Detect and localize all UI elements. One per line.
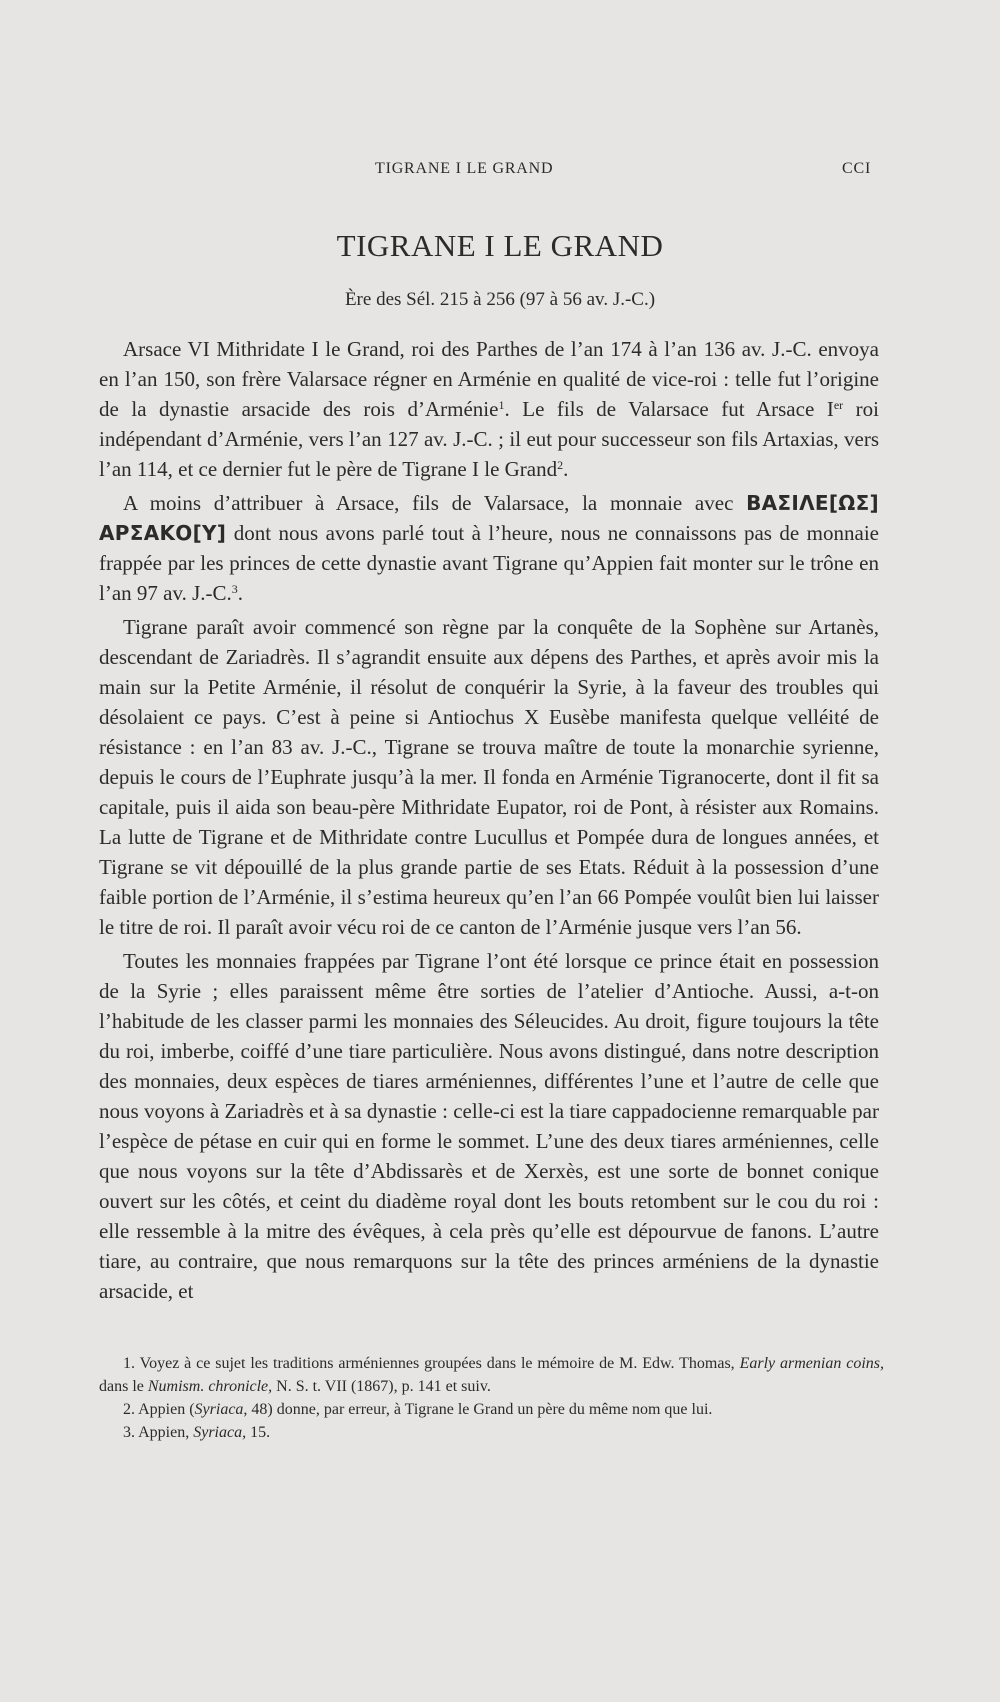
footnote-2-text-a: 2. Appien ( xyxy=(123,1401,195,1418)
footnote-3-text-b: 15. xyxy=(246,1424,271,1441)
paragraph-1-text-d: . xyxy=(563,457,569,481)
running-header xyxy=(0,158,1000,182)
footnote-1-text-c: N. S. t. VII (1867), p. 141 et suiv. xyxy=(272,1378,491,1395)
page-number: CCI xyxy=(842,160,872,177)
paragraph-2-text-b: dont nous avons parlé tout à l’heure, nous ne connaissons pas de monnaie frappée par les princes de cette dynastie avant Tigrane qu’Appien fait monter sur le trône en l’an 97 av. J.-C. xyxy=(99,521,879,605)
footnote-3-text-a: 3. Appien, xyxy=(123,1424,194,1441)
running-title: TIGRANE I LE GRAND xyxy=(375,160,554,177)
footnote-ref-1: 1 xyxy=(498,398,505,412)
paragraph-2-text-a: A moins d’attribuer à Arsace, fils de Valarsace, la monnaie avec xyxy=(123,491,747,515)
greek-legend: ΒΑΣΙΛΕ[ΩΣ] ΑΡΣΑΚΟ[Υ] xyxy=(99,491,879,545)
footnote-1-title-a: Early armenian coins, xyxy=(739,1355,884,1372)
paragraph-3: Tigrane paraît avoir commencé son règne par la conquête de la Sophène sur Artanès, descendant de Zariadrès. Il s’agrandit ensuite aux dépens des Parthes, et après avoir mis la main sur la Petite Arménie, il résolut de conquérir la Syrie, à la faveur des troubles qui désolaient ce pays. C’est à peine si Antiochus X Eusèbe manifesta quelque velléité de résistance : en l’an 83 av. J.-C., Tigrane se trouva maître de toute la monarchie syrienne, depuis le cours de l’Euphrate jusqu’à la mer. Il fonda en Arménie Tigranocerte, dont il fit sa capitale, puis il aida son beau-père Mithridate Eupator, roi de Pont, à résister aux Romains. La lutte de Tigrane et de Mithridate contre Lucullus et Pompée dura de longues années, et Tigrane se vit dépouillé de la plus grande partie de ses Etats. Réduit à la possession d’une faible portion de l’Arménie, il s’estima heureux qu’en l’an 66 Pompée voulût bien lui laisser le titre de roi. Il paraît avoir vécu roi de ce canton de l’Arménie jusque vers l’an 56. xyxy=(99,615,879,939)
footnotes xyxy=(99,1352,884,1444)
chapter-title: TIGRANE I LE GRAND xyxy=(336,228,664,263)
footnote-2-text-b: 48) donne, par erreur, à Tigrane le Grand un père du même nom que lui. xyxy=(247,1401,713,1418)
footnote-1-title-b: Numism. chronicle, xyxy=(147,1378,273,1395)
footnote-1 xyxy=(99,1352,884,1398)
paragraph-4: Toutes les monnaies frappées par Tigrane l’ont été lorsque ce prince était en possession de la Syrie ; elles paraissent même être sorties de l’atelier d’Antioche. Aussi, a-t-on l’habitude de les classer parmi les monnaies des Séleucides. Au droit, figure toujours la tête du roi, imberbe, coiffé d’une tiare particulière. Nous avons distingué, dans notre description des monnaies, deux espèces de tiares arméniennes, différentes l’une et l’autre de celle que nous voyons à Zariadrès et à sa dynastie : celle-ci est la tiare cappadocienne remarquable par l’espèce de pétase en cuir qui en forme le sommet. L’une des deux tiares arméniennes, celle que nous voyons sur la tête d’Abdissarès et de Xerxès, est une sorte de bonnet conique ouvert sur les côtés, et ceint du diadème royal dont les bouts retombent sur le cou du roi : elle ressemble à la mitre des évêques, à cela près qu’elle est dépourvue de fanons. L’autre tiare, au contraire, que nous remarquons sur la tête des princes arméniens de la dynastie arsacide, et xyxy=(99,949,879,1303)
paragraph-1-text-b: . Le fils de Valarsace fut Arsace I xyxy=(504,397,834,421)
footnote-ref-2: 2 xyxy=(557,458,564,472)
footnote-ref-3: 3 xyxy=(231,582,238,596)
footnote-3-title: Syriaca, xyxy=(193,1424,247,1441)
paragraph-1-text-a: Arsace VI Mithridate I le Grand, roi des Parthes de l’an 174 à l’an 136 av. J.-C. envoya en l’an 150, son frère Valarsace régner en Arménie en qualité de vice-roi : telle fut l’origine de la dynastie arsacide des rois d’Arménie xyxy=(99,337,879,421)
paragraph-2-text-c: . xyxy=(237,581,244,605)
era-subtitle: Ère des Sél. 215 à 256 (97 à 56 av. J.-C.) xyxy=(344,289,656,310)
footnote-1-text-a: 1. Voyez à ce sujet les traditions arméniennes groupées dans le mémoire de M. Edw. Thomas, xyxy=(123,1355,740,1372)
paragraph-2 xyxy=(99,488,879,608)
ordinal-er: er xyxy=(833,398,844,412)
paragraph-1 xyxy=(99,334,879,484)
body-text xyxy=(99,334,879,1306)
footnote-2 xyxy=(99,1398,884,1421)
paragraph-1-text-c: roi indépendant d’Arménie, vers l’an 127 av. J.-C. ; il eut pour successeur son fils Artaxias, vers l’an 114, et ce dernier fut le père de Tigrane I le Grand xyxy=(99,397,880,481)
footnote-1-text-b: dans le xyxy=(99,1378,148,1395)
footnote-3 xyxy=(99,1421,884,1444)
footnote-2-title: Syriaca, xyxy=(194,1401,248,1418)
